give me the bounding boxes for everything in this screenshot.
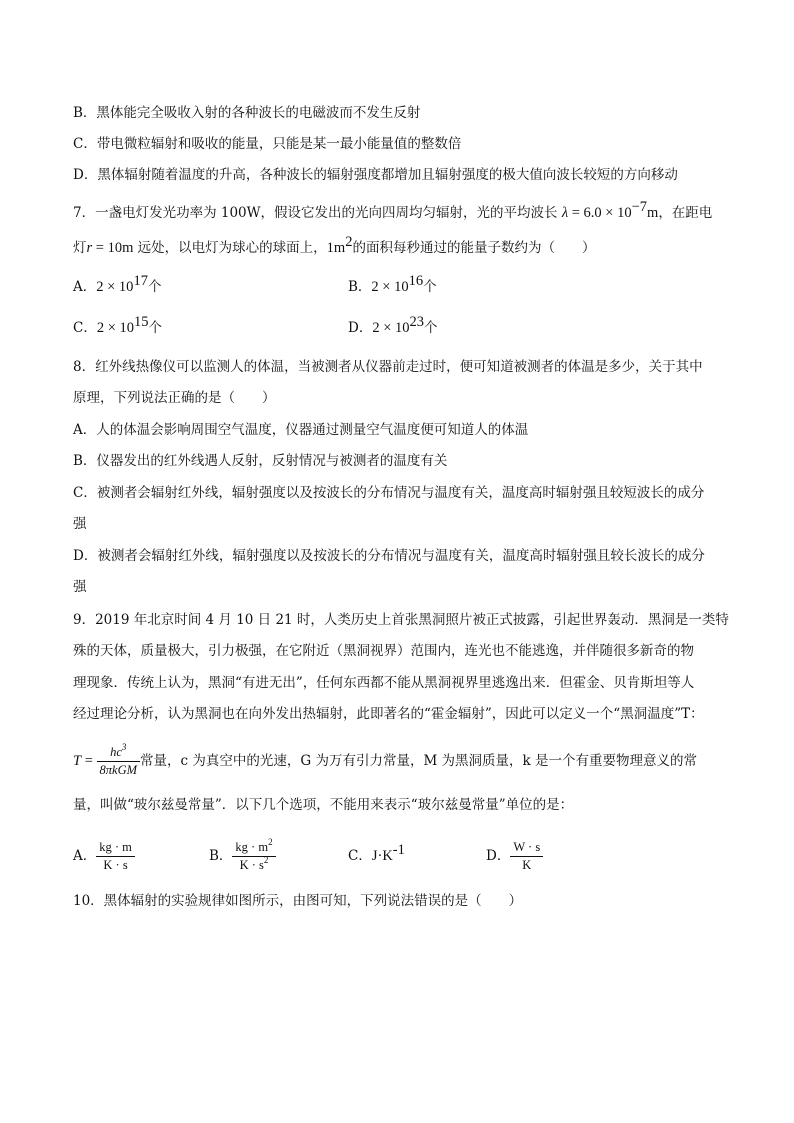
option-a-fraction [96,840,135,873]
option-b-denominator-text: K · s [239,858,264,872]
q6-option-d: D．黑体辐射随着温度的升高，各种波长的辐射强度都增加且辐射强度的极大值向波长较短的方向移动 [73,167,678,183]
option-base: 2 × 10 [96,279,134,295]
q9-stem-line-6: 量，叫做“玻尔兹曼常量”．以下几个选项，不能用来表示“玻尔兹曼常量”单位的是： [73,797,574,813]
option-unit: 个 [423,279,437,295]
option-label: B． [348,279,372,295]
area-value: 1m [326,240,346,256]
q7-stem-line-2 [73,234,596,258]
q7-stem-text-a: 7．一盏电灯发光功率为 100W，假设它发出的光向四周均匀辐射，光的平均波长 [73,205,558,221]
option-label: B． [209,848,233,864]
option-unit: 个 [147,279,162,295]
formula-equals: = [81,753,97,769]
q7-option-c [73,314,163,338]
option-b-numerator-exponent: 2 [268,837,273,847]
option-label: D． [486,848,511,864]
q9-stem-line-3: 理现象．传统上认为，黑洞“有进无出”，任何东西都不能从黑洞视界里逃逸出来．但霍金、贝肯斯坦等人 [73,675,695,691]
q8-option-d-cont: 强 [73,579,87,595]
q6-option-c: C．带电微粒辐射和吸收的能量，只能是某一最小能量值的整数倍 [73,136,462,152]
option-c-unit: J·K [371,848,393,864]
q8-stem-line-2: 原理，下列说法正确的是（ ） [73,390,276,406]
formula-numerator [97,742,141,762]
formula-numerator-exponent: 3 [121,742,127,752]
q7-stem-line-1 [73,199,713,223]
option-base: 2 × 10 [372,320,410,336]
option-b-denominator [232,857,275,873]
option-a-denominator: K · s [103,858,128,872]
lambda-symbol: λ [561,205,569,221]
r-value: = 10m [92,240,134,256]
q8-option-d: D．被测者会辐射红外线，辐射强度以及按波长的分布情况与温度有关，温度高时辐射强且较长波长的成分 [73,548,705,564]
formula-T: T [73,753,82,769]
option-label: D． [348,320,373,336]
q9-stem-line-1: 9．2019 年北京时间 4 月 10 日 21 时，人类历史上首张黑洞照片被正式披露，引起世界轰动．黑洞是一类特 [73,612,729,628]
option-d-denominator: K [522,858,532,872]
q7-option-a [73,273,162,297]
q7-option-b [348,273,437,297]
q9-after-formula: 常量，c 为真空中的光速，G 为万有引力常量，M 为黑洞质量，k 是一个有重要物理意义的常 [140,753,698,769]
option-exponent: 17 [133,273,148,289]
option-exponent: 15 [134,314,149,330]
q9-option-a [73,836,135,876]
option-b-numerator-text: kg · m [235,840,269,854]
q9-stem-line-2: 殊的天体，质量极大，引力极强，在它附近（黑洞视界）范围内，连光也不能逃逸，并伴随很多新奇的物 [73,643,694,659]
option-c-exponent: -1 [392,842,405,858]
option-b-numerator [232,837,275,857]
area-exponent: 2 [345,234,353,250]
q8-option-c-cont: 强 [73,516,87,532]
q9-formula-line [73,739,697,783]
option-unit: 个 [424,320,438,336]
option-base: 2 × 10 [371,279,409,295]
option-label: A． [73,848,97,864]
formula-denominator: 8πkGM [99,763,138,777]
q8-option-b: B．仪器发出的红外线遇人反射，反射情况与被测者的温度有关 [73,453,448,469]
formula-fraction [97,742,141,778]
q6-option-b: B．黑体能完全吸收入射的各种波长的电磁波而不发生反射 [73,105,421,121]
q9-stem-line-4: 经过理论分析，认为黑洞也在向外发出热辐射，此即著名的“霍金辐射”，因此可以定义一个“黑洞温度”T： [73,706,704,722]
lambda-exponent: −7 [631,199,648,215]
option-unit: 个 [148,320,163,336]
q7-stem-text-b: ，在距电 [658,205,713,221]
option-a-numerator: kg · m [96,840,135,857]
q9-option-c [348,842,405,866]
q9-option-d [486,836,543,876]
q8-stem-line-1: 8．红外线热像仪可以监测人的体温，当被测者从仪器前走过时，便可知道被测者的体温是多少，关于其中 [73,359,703,375]
option-d-fraction [510,840,543,873]
lambda-value: = 6.0 × 10 [568,205,632,221]
option-base: 2 × 10 [96,320,135,336]
option-label: C． [348,848,372,864]
formula-numerator-text: hc [110,745,122,759]
option-label: A． [73,279,97,295]
option-b-denominator-exponent: 2 [263,855,269,865]
q7-option-d [348,314,438,338]
lambda-unit: m [647,205,659,221]
option-exponent: 23 [409,314,425,330]
q7-stem-text-d: 远处，以电灯为球心的球面上， [133,240,327,256]
option-exponent: 16 [408,273,424,289]
option-label: C． [73,320,97,336]
r-symbol: r [86,240,93,256]
q8-option-c: C．被测者会辐射红外线，辐射强度以及按波长的分布情况与温度有关，温度高时辐射强且较短波长的成分 [73,485,705,501]
q9-option-b [209,836,276,876]
q10-stem: 10．黑体辐射的实验规律如图所示，由图可知，下列说法错误的是（ ） [73,893,523,909]
q8-option-a: A．人的体温会影响周围空气温度，仪器通过测量空气温度便可知道人的体温 [73,422,529,438]
q7-stem-text-c: 灯 [73,240,87,256]
option-b-fraction [232,837,275,873]
q7-stem-text-e: 的面积每秒通过的能量子数约为（ ） [352,240,596,256]
option-d-numerator: W · s [510,840,543,857]
